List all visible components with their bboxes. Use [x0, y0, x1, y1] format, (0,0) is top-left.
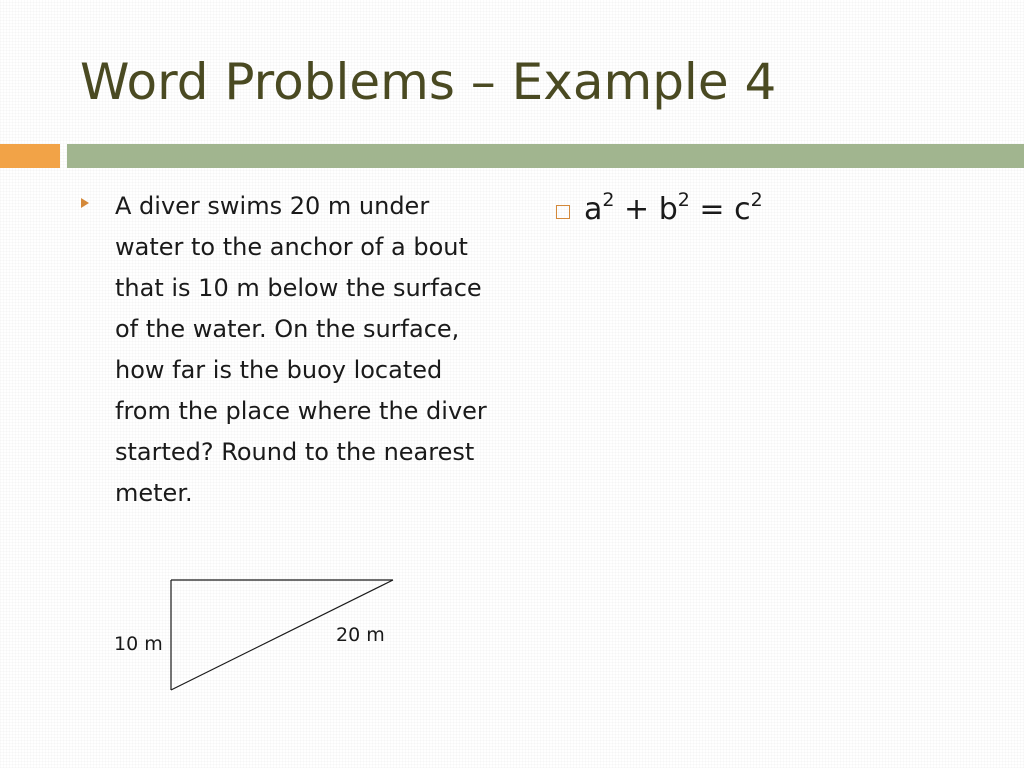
- formula-b: b: [658, 192, 678, 227]
- formula-a: a: [584, 192, 603, 227]
- slide-title: Word Problems – Example 4: [80, 53, 777, 111]
- formula-equals: =: [699, 192, 725, 227]
- square-bullet-icon: [556, 205, 570, 219]
- accent-band-orange: [0, 144, 60, 168]
- arrow-bullet-icon: [81, 198, 89, 208]
- formula-c: c: [734, 192, 751, 227]
- formula-bullet: [556, 188, 763, 232]
- formula-c-exponent: 2: [750, 189, 763, 211]
- formula-a-exponent: 2: [602, 189, 615, 211]
- formula-plus: +: [624, 192, 650, 227]
- problem-bullet: [78, 186, 508, 514]
- formula-b-exponent: 2: [677, 189, 690, 211]
- pythagorean-formula: [584, 189, 763, 227]
- accent-band-green: [67, 144, 1024, 168]
- vertical-side-label: 10 m: [114, 633, 163, 655]
- problem-text: A diver swims 20 m under water to the anchor of a bout that is 10 m below the surface of the water. On the surface, how far is the buoy located from the place where the diver started? Round to the nearest meter.: [115, 192, 487, 507]
- hypotenuse-label: 20 m: [336, 624, 385, 646]
